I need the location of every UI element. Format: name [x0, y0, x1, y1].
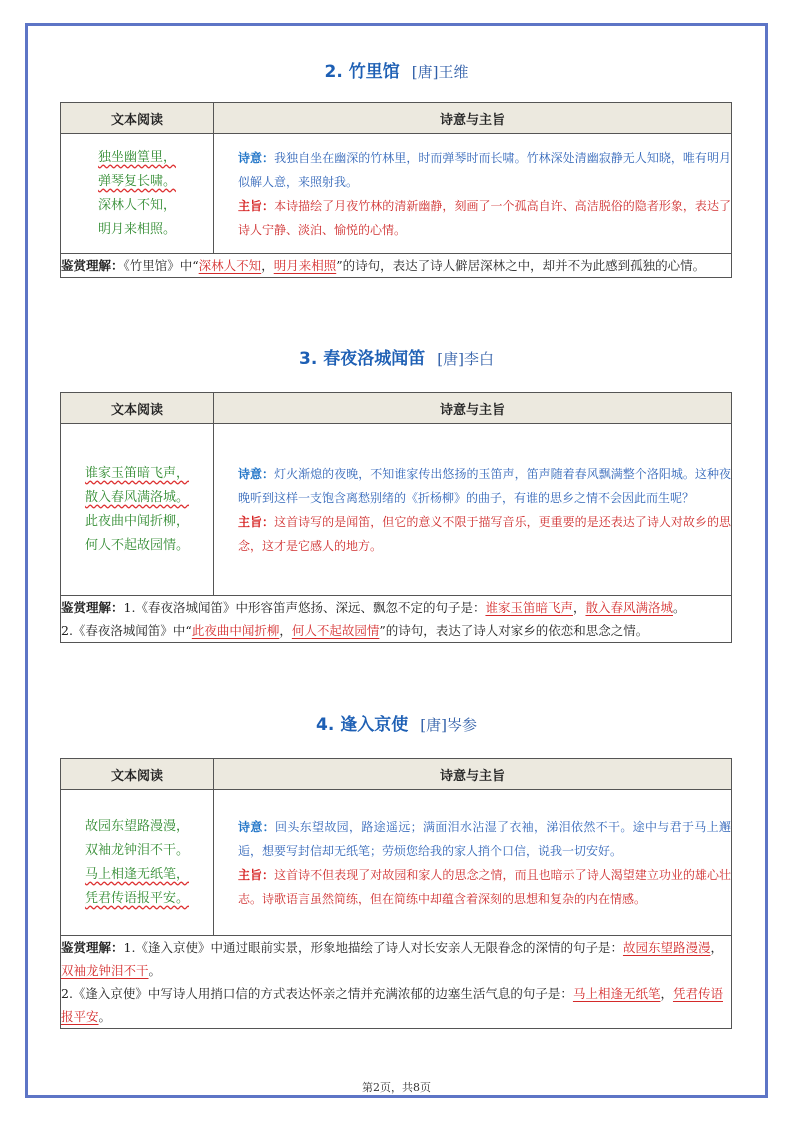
appr-sep: ， — [660, 986, 673, 1001]
appr-sep: ， — [261, 258, 274, 273]
appreciation-cell — [61, 254, 732, 278]
header-text-reading: 文本阅读 — [61, 759, 214, 790]
header-meaning-theme: 诗意与主旨 — [214, 759, 732, 790]
answer-text: 谁家玉笛暗飞声 — [485, 600, 573, 615]
theme-para — [214, 510, 731, 558]
poem-line: 深林人不知， — [97, 197, 176, 213]
page-footer: 第2页，共8页 — [362, 1081, 431, 1094]
theme-label: 主旨： — [238, 867, 275, 882]
header-meaning-theme: 诗意与主旨 — [214, 393, 732, 424]
poem-lines — [61, 790, 214, 936]
theme-para — [214, 194, 731, 242]
poem-line: 双袖龙钟泪不干。 — [84, 842, 189, 858]
answer-text: 双袖龙钟泪不干 — [61, 963, 149, 978]
poem-lines — [61, 424, 214, 596]
appr-text: 2.《逢入京使》中写诗人用捎口信的方式表达怀亲之情并充满浓郁的边塞生活气息的句子是： — [61, 986, 573, 1001]
appr-sep: ， — [279, 623, 292, 638]
appr-text: 2.《春夜洛城闻笛》中“ — [61, 623, 192, 638]
theme-text: 这首诗写的是闻笛，但它的意义不限于描写音乐，更重要的是还表达了诗人对故乡的思念，这才是它感人的地方。 — [238, 514, 731, 553]
poem-title-text: 2. 竹里馆 — [324, 62, 400, 82]
poem-line: 马上相逢无纸笔， — [84, 866, 189, 882]
appr-text: 1.《春夜洛城闻笛》中形容笛声悠扬、深远、飘忽不定的句子是： — [123, 600, 486, 615]
header-text-reading: 文本阅读 — [61, 103, 214, 134]
poem-title-text: 4. 逢入京使 — [316, 715, 409, 735]
meaning-cell — [214, 134, 732, 254]
poem-table-chunye — [60, 392, 732, 643]
poem-author: [唐]李白 — [437, 350, 494, 368]
answer-text: 何人不起故园情 — [291, 623, 380, 638]
poem-table-zhuliguan — [60, 102, 732, 278]
answer-text: 此夜曲中闻折柳 — [191, 623, 280, 638]
answer-text: 深林人不知 — [198, 258, 262, 273]
appreciation-label: 鉴赏理解： — [61, 258, 124, 273]
meaning-text: 灯火渐熄的夜晚，不知谁家传出悠扬的玉笛声，笛声随着春风飘满整个洛阳城。这种夜晚听到这样一支饱含离愁别绪的《折杨柳》的曲子，有谁的思乡之情不会因此而生呢？ — [238, 466, 731, 505]
theme-label: 主旨： — [238, 198, 275, 213]
appr-text: 。 — [98, 1009, 112, 1024]
meaning-text: 我独自坐在幽深的竹林里，时而弹琴时而长啸。竹林深处清幽寂静无人知晓，唯有明月似解人意，来照射我。 — [238, 150, 731, 189]
appr-text: 《竹里馆》中“ — [123, 258, 199, 273]
appr-sep: ， — [710, 940, 723, 955]
meaning-para — [214, 815, 731, 863]
poem-title-text: 3. 春夜洛城闻笛 — [299, 349, 426, 369]
poem-line: 独坐幽篁里， — [97, 149, 176, 165]
answer-text: 凭君传语报平安 — [61, 986, 723, 1024]
appr-text: 1.《逢入京使》中通过眼前实景，形象地描绘了诗人对长安亲人无限眷念的深情的句子是： — [123, 940, 623, 955]
meaning-para — [214, 146, 731, 194]
theme-para — [214, 863, 731, 911]
header-meaning-theme: 诗意与主旨 — [214, 103, 732, 134]
meaning-cell — [214, 790, 732, 936]
appreciation-cell — [61, 596, 732, 643]
poem-author: [唐]王维 — [411, 63, 469, 81]
poem-title-fengru — [0, 710, 793, 735]
appreciation-item — [61, 619, 731, 642]
poem-line: 弹琴复长啸。 — [97, 173, 176, 189]
poem-table-fengru — [60, 758, 732, 1029]
poem-title-zhuliguan — [0, 57, 793, 82]
meaning-text: 回头东望故园，路途遥远；满面泪水沾湿了衣袖，涕泪依然不干。途中与君于马上邂逅，想要写封信却无纸笔；劳烦您给我的家人捎个口信，说我一切安好。 — [238, 819, 731, 858]
appreciation-item — [61, 982, 731, 1028]
poem-line: 何人不起故园情。 — [84, 537, 189, 553]
poem-line: 散入春风满洛城。 — [84, 489, 189, 505]
meaning-label: 诗意： — [238, 819, 275, 834]
poem-author: [唐]岑参 — [420, 716, 477, 734]
meaning-label: 诗意： — [238, 150, 275, 165]
answer-text: 故园东望路漫漫 — [622, 940, 711, 955]
theme-text: 这首诗不但表现了对故园和家人的思念之情，而且也暗示了诗人渴望建立功业的雄心壮志。诗歌语言虽然简练，但在简练中却蕴含着深刻的思想和复杂的内在情感。 — [238, 867, 731, 906]
answer-text: 马上相逢无纸笔 — [572, 986, 661, 1001]
appr-text: ”的诗句，表达了诗人僻居深林之中，却并不为此感到孤独的心情。 — [336, 258, 706, 273]
appreciation-label: 鉴赏理解： — [61, 940, 124, 955]
meaning-para — [214, 462, 731, 510]
poem-lines — [61, 134, 214, 254]
appreciation-item — [61, 596, 731, 619]
appr-sep: ， — [572, 600, 586, 615]
appr-text: 。 — [673, 600, 686, 615]
poem-title-chunye — [0, 344, 793, 369]
appreciation-label: 鉴赏理解： — [61, 600, 124, 615]
answer-text: 散入春风满洛城 — [585, 600, 673, 615]
appr-text: 。 — [148, 963, 162, 978]
meaning-cell — [214, 424, 732, 596]
answer-text: 明月来相照 — [273, 258, 337, 273]
poem-line: 此夜曲中闻折柳， — [84, 513, 189, 529]
appreciation-cell — [61, 936, 732, 1029]
header-text-reading: 文本阅读 — [61, 393, 214, 424]
theme-label: 主旨： — [238, 514, 275, 529]
appreciation-item — [61, 936, 731, 982]
poem-line: 明月来相照。 — [97, 221, 176, 237]
poem-line: 凭君传语报平安。 — [84, 890, 189, 906]
poem-line: 谁家玉笛暗飞声， — [84, 465, 189, 481]
meaning-label: 诗意： — [238, 466, 275, 481]
poem-line: 故园东望路漫漫， — [84, 818, 189, 834]
theme-text: 本诗描绘了月夜竹林的清新幽静，刻画了一个孤高自许、高洁脱俗的隐者形象，表达了诗人宁静、淡泊、愉悦的心情。 — [238, 198, 731, 237]
appr-text: ”的诗句，表达了诗人对家乡的依恋和思念之情。 — [379, 623, 649, 638]
